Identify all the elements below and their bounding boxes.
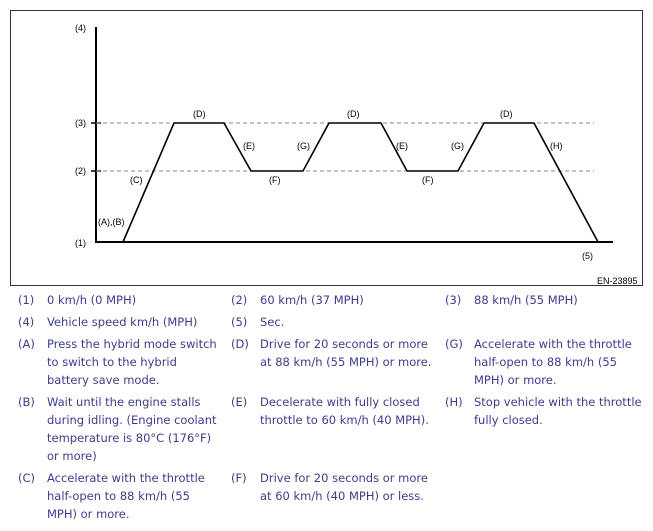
legend-code: (D): [231, 337, 249, 351]
legend-text: Accelerate with the throttle half-open to 88 km/h (55 MPH) or more.: [47, 471, 205, 521]
legend-text: Press the hybrid mode switch to switch to the hybrid battery save mode.: [47, 337, 217, 387]
legend-text: Decelerate with fully closed throttle to 60 km/h (40 MPH).: [260, 395, 429, 427]
legend-code: (B): [18, 395, 35, 409]
legend-code: (2): [231, 293, 248, 307]
legend-code: (A): [18, 337, 35, 351]
phase-label-g1: (G): [297, 141, 310, 151]
legend-code: (1): [18, 293, 35, 307]
speed-profile-diagram: [10, 10, 643, 286]
legend-text: Sec.: [260, 315, 285, 329]
legend-code: (E): [231, 395, 248, 409]
phase-label-d2: (D): [347, 109, 360, 119]
phase-label-h: (H): [550, 141, 563, 151]
legend-text: 60 km/h (37 MPH): [260, 293, 364, 307]
phase-label-ab: (A),(B): [98, 217, 125, 227]
speed-profile-svg: [11, 11, 642, 285]
x-axis-end-label: (5): [582, 251, 593, 261]
phase-label-e1: (E): [243, 141, 255, 151]
legend-text: Stop vehicle with the throttle fully closed.: [474, 395, 642, 427]
legend-code: (C): [18, 471, 36, 485]
legend-text: Vehicle speed km/h (MPH): [47, 315, 198, 329]
phase-label-f2: (F): [422, 175, 434, 185]
figure-id-label: EN-23895: [597, 276, 638, 285]
phase-label-g2: (G): [451, 141, 464, 151]
legend-text: 88 km/h (55 MPH): [474, 293, 578, 307]
legend-code: (4): [18, 315, 35, 329]
y-axis-60-label: (2): [75, 166, 86, 176]
phase-label-d3: (D): [500, 109, 513, 119]
y-axis-top-label: (4): [75, 23, 86, 33]
y-axis-0-label: (1): [75, 238, 86, 248]
legend-code: (G): [445, 337, 463, 351]
phase-label-d1: (D): [193, 109, 206, 119]
legend-text: Accelerate with the throttle half-open to 88 km/h (55 MPH) or more.: [474, 337, 632, 387]
legend-code: (H): [445, 395, 463, 409]
legend-code: (5): [231, 315, 248, 329]
legend-text: Wait until the engine stalls during idling. (Engine coolant temperature is 80°C (176°F) or more): [47, 395, 217, 463]
phase-label-f1: (F): [269, 175, 281, 185]
phase-label-c: (C): [130, 175, 143, 185]
y-axis-88-label: (3): [75, 118, 86, 128]
legend-text: Drive for 20 seconds or more at 88 km/h (55 MPH) or more.: [260, 337, 432, 369]
legend-code: (F): [231, 471, 247, 485]
legend-code: (3): [445, 293, 462, 307]
phase-label-e2: (E): [396, 141, 408, 151]
legend-text: 0 km/h (0 MPH): [47, 293, 137, 307]
speed-profile-line: [123, 123, 598, 242]
legend-text: Drive for 20 seconds or more at 60 km/h (40 MPH) or less.: [260, 471, 428, 503]
